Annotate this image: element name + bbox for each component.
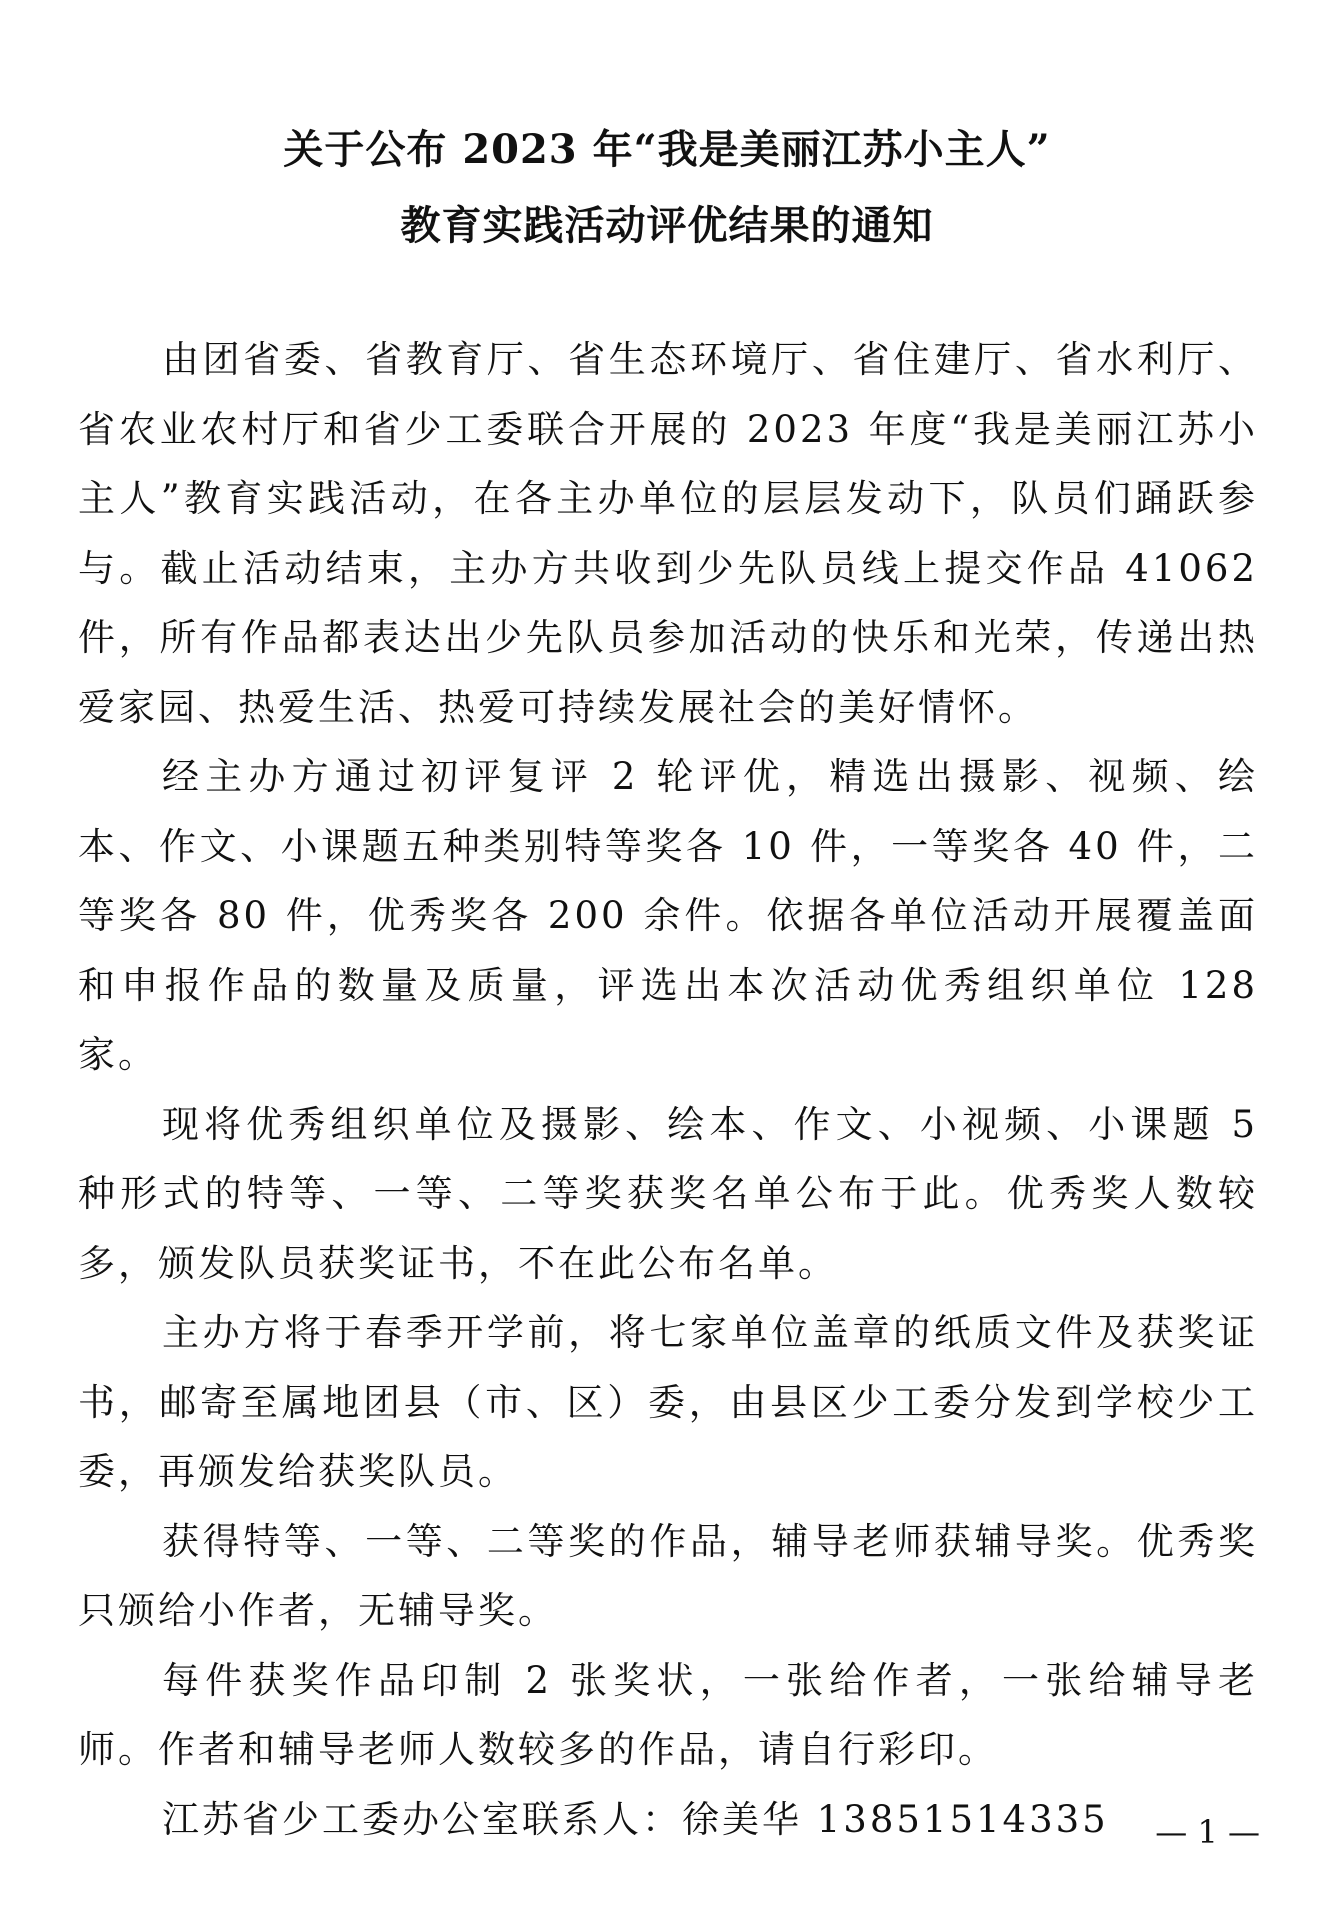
paragraph-activity-overview: 由团省委、省教育厅、省生态环境厅、省住建厅、省水利厅、省农业农村厅和省少工委联合开展的 2023 年度“我是美丽江苏小主人”教育实践活动，在各主办单位的层层发动下，队员们踊跃参与。截止活动结束，主办方共收到少先队员线上提交作品 41062 件，所有作品都表达出少先队员参加活动的快乐和光荣，传递出热爱家园、热爱生活、热爱可持续发展社会的美好情怀。 — [78, 338, 1258, 729]
document-title — [0, 112, 1334, 264]
title-line-2: 教育实践活动评优结果的通知 — [400, 202, 934, 249]
paragraph-tutor-award: 获得特等、一等、二等奖的作品，辅导老师获辅导奖。优秀奖只颁给小作者，无辅导奖。 — [78, 1519, 1258, 1632]
paragraph-winner-list-notice: 现将优秀组织单位及摄影、绘本、作文、小视频、小课题 5 种形式的特等、一等、二等奖获奖名单公布于此。优秀奖人数较多，颁发队员获奖证书，不在此公布名单。 — [78, 1102, 1258, 1285]
title-line-1: 关于公布 2023 年“我是美丽江苏小主人” — [283, 126, 1051, 173]
paragraph-printing-note: 每件获奖作品印制 2 张奖状，一张给作者，一张给辅导老师。作者和辅导老师人数较多的作品，请自行彩印。 — [78, 1658, 1258, 1771]
paragraph-certificate-delivery: 主办方将于春季开学前，将七家单位盖章的纸质文件及获奖证书，邮寄至属地团县（市、区）委，由县区少工委分发到学校少工委，再颁发给获奖队员。 — [78, 1311, 1258, 1493]
paragraph-contact: 江苏省少工委办公室联系人：徐美华 13851514335 — [162, 1797, 1109, 1841]
page-number: — 1 — — [1155, 1813, 1260, 1851]
document-body — [78, 325, 1258, 1854]
paragraph-award-counts: 经主办方通过初评复评 2 轮评优，精选出摄影、视频、绘本、作文、小课题五种类别特等奖各 10 件，一等奖各 40 件，二等奖各 80 件，优秀奖各 200 余件。依据各单位活动开展覆盖面和申报作品的数量及质量，评选出本次活动优秀组织单位 128 家。 — [78, 755, 1258, 1076]
